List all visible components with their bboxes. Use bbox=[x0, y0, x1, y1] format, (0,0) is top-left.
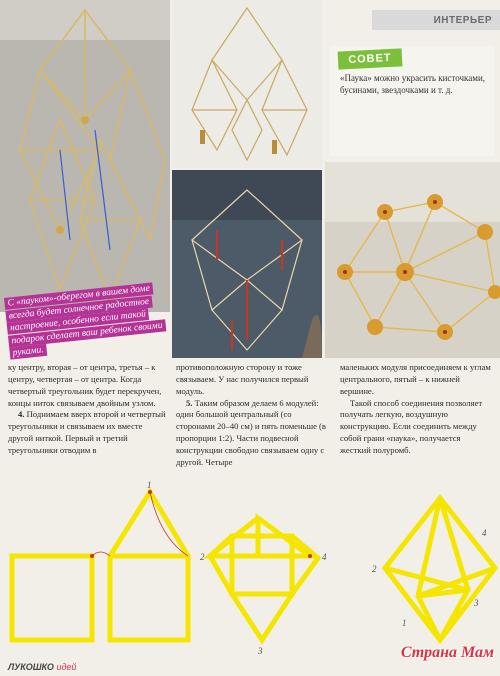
diagram-label-4b: 4 bbox=[482, 528, 487, 538]
photo-caption-text: С «пауком»-оберегом в вашем доме всегда будет солнечное радостное настроение, особенно если такой подарок сделает ваш ребенок своими руками. bbox=[4, 282, 166, 359]
photo-star-spider-cluster bbox=[325, 162, 500, 358]
text-column-2 bbox=[176, 362, 332, 469]
diagram-label-3b: 3 bbox=[474, 598, 479, 608]
paragraph: маленьких модуля присоединяем к углам центрального, пятый – к нижней вершине. bbox=[340, 362, 491, 396]
brand-accent: идей bbox=[56, 662, 77, 672]
advice-box bbox=[330, 46, 494, 156]
text-column-3 bbox=[340, 362, 492, 457]
diagram-label-1b: 1 bbox=[402, 618, 407, 628]
advice-title: СОВЕТ bbox=[338, 48, 403, 69]
paragraph: 5. Таким образом делаем 6 модулей: один большой центральный (со сторонами 20–40 см) и пять поменьше (в пропорции 1:2). Части подвесной конструкции свободно связываем одну с другой. Четыре bbox=[176, 397, 326, 467]
diagram-square bbox=[12, 556, 92, 640]
paragraph: Такой способ соединения позволяет получать легкую, воздушную конструкцию. Если соединить между собой грани «паука», получается жесткий полуромб. bbox=[340, 397, 483, 456]
paragraph: ку центру, вторая – от центра, третья – к центру, четвертая – от центра. Когда четвертый треугольник будет перекручен, концы ниток связываем двойным узлом. bbox=[8, 362, 162, 408]
photo-hanging-spider-large bbox=[0, 0, 170, 312]
diagram-house bbox=[110, 492, 188, 640]
step-number: 4. bbox=[18, 409, 25, 420]
diagram-label-1: 1 bbox=[147, 480, 152, 490]
text-column-1 bbox=[8, 362, 168, 457]
diagram-label-2: 2 bbox=[200, 552, 205, 562]
assembly-diagram bbox=[0, 478, 500, 658]
section-header bbox=[372, 10, 500, 30]
advice-text: «Паука» можно украсить кисточками, бусинами, звездочками и т. д. bbox=[340, 73, 486, 96]
step-number: 5. bbox=[186, 397, 193, 408]
paragraph: 4. Поднимаем вверх второй и четвертый треугольники и связываем их вместе другой ниткой. Первый и третий треугольники отводим в bbox=[8, 409, 166, 456]
section-title: ИНТЕРЬЕР bbox=[433, 14, 492, 26]
watermark: Страна Мам bbox=[400, 644, 494, 661]
photo-hanging-ornaments-red-ribbons bbox=[172, 170, 322, 358]
diagram-label-3: 3 bbox=[258, 646, 263, 656]
magazine-brand bbox=[8, 662, 76, 672]
diagram-label-4: 4 bbox=[322, 552, 327, 562]
paragraph: противоположную сторону и тоже связываем. У нас получился первый модуль. bbox=[176, 362, 309, 396]
brand-main: ЛУКОШКО bbox=[8, 662, 54, 672]
photo-hanging-ornaments-white-wall bbox=[172, 0, 322, 168]
diagram-label-2b: 2 bbox=[372, 564, 377, 574]
